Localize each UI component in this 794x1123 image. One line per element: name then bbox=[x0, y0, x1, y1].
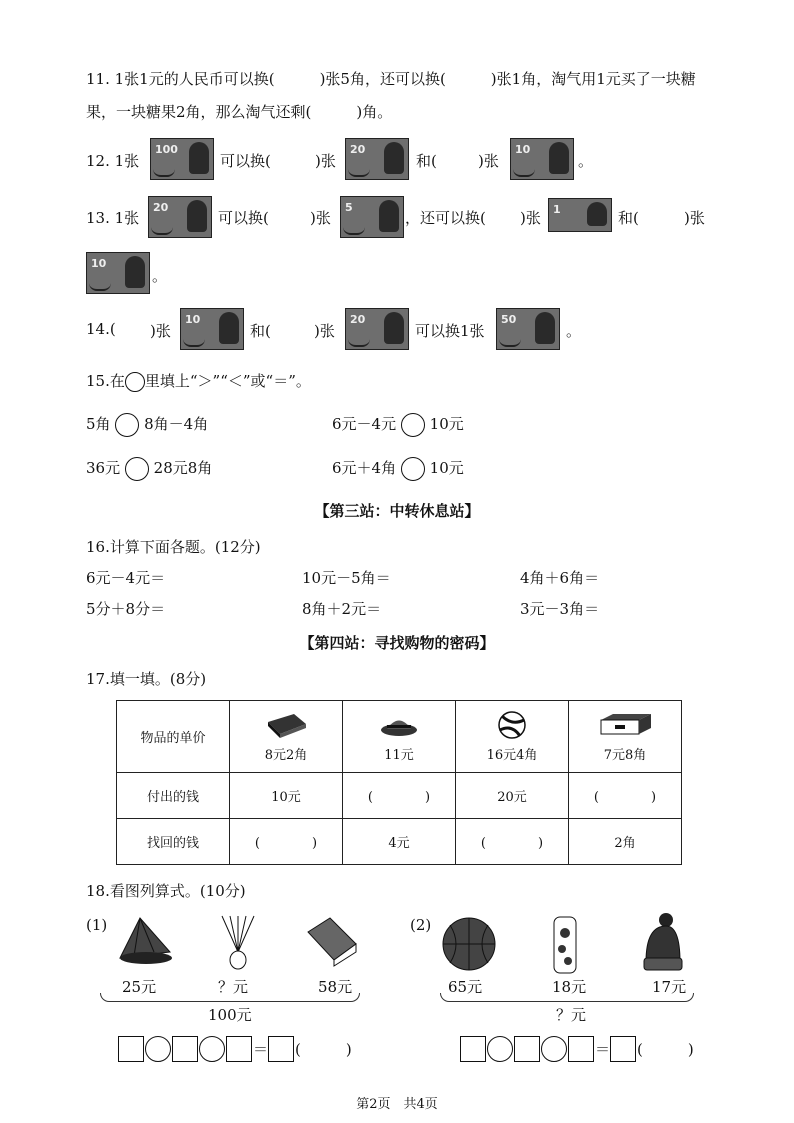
q16-item: 10元－5角＝ bbox=[302, 569, 391, 587]
change-cell[interactable]: ( ) bbox=[456, 819, 569, 865]
banknote-20-icon: 20 bbox=[345, 308, 409, 350]
q13-text-d: ，还可以换( bbox=[405, 209, 486, 227]
q11-line1: 11. 1张1元的人民币可以换( )张5角，还可以换( )张1角，淘气用1元买了一块糖 bbox=[86, 70, 696, 88]
item-price: 65元 bbox=[448, 978, 483, 996]
answer-circle[interactable] bbox=[115, 413, 139, 437]
q13-text-f: 和( bbox=[618, 209, 639, 227]
answer-circle[interactable] bbox=[145, 1036, 171, 1062]
change-cell: 2角 bbox=[569, 819, 682, 865]
q14-text-f: 。 bbox=[566, 322, 582, 340]
q13-text-c: )张 bbox=[310, 209, 331, 227]
price-label: 16元4角 bbox=[486, 748, 538, 763]
total-brace bbox=[100, 993, 360, 1002]
price-cell bbox=[343, 701, 456, 773]
station4-heading: 【第四站：寻找购物的密码】 bbox=[299, 634, 495, 652]
q13-text-g: )张 bbox=[684, 209, 705, 227]
q16-item: 8角＋2元＝ bbox=[302, 600, 382, 618]
q12-text-b: 可以换( bbox=[220, 152, 271, 170]
q15-row2-left: 36元 28元8角 bbox=[86, 457, 212, 481]
answer-box[interactable] bbox=[460, 1036, 486, 1062]
change-cell[interactable]: ( ) bbox=[230, 819, 343, 865]
banknote-20-icon: 20 bbox=[345, 138, 409, 180]
q16-item: 4角＋6角＝ bbox=[520, 569, 600, 587]
item-price: ？元 bbox=[218, 978, 249, 996]
q14-text-b: )张 bbox=[150, 322, 171, 340]
item-price: 18元 bbox=[552, 978, 587, 996]
q18-part2-equation: ＝ ( ) bbox=[460, 1036, 694, 1062]
q18-part1-equation: ＝ ( ) bbox=[118, 1036, 352, 1062]
change-cell: 4元 bbox=[343, 819, 456, 865]
cap-icon bbox=[114, 912, 174, 970]
row-label: 付出的钱 bbox=[117, 773, 230, 819]
eraser-icon bbox=[304, 912, 360, 968]
answer-box[interactable] bbox=[514, 1036, 540, 1062]
answer-circle[interactable] bbox=[401, 457, 425, 481]
q14-text-c: 和( bbox=[250, 322, 271, 340]
q18-title: 18.看图列算式。(10分) bbox=[86, 882, 246, 900]
q13-text-h: 。 bbox=[152, 267, 168, 285]
price-cell bbox=[456, 701, 569, 773]
winter-hat-icon bbox=[640, 912, 684, 974]
q16-title: 16.计算下面各题。(12分) bbox=[86, 538, 261, 556]
banknote-1-icon: 1 bbox=[548, 198, 612, 232]
q12-text-f: 。 bbox=[578, 152, 594, 170]
ball-icon bbox=[490, 710, 534, 740]
q15-row2-right: 6元＋4角 10元 bbox=[332, 457, 464, 481]
page-footer: 第2页 共4页 bbox=[356, 1097, 438, 1112]
price-cell bbox=[569, 701, 682, 773]
q13-text-a: 13. 1张 bbox=[86, 209, 140, 227]
banknote-10-icon: 10 bbox=[180, 308, 244, 350]
q16-item: 6元－4元＝ bbox=[86, 569, 166, 587]
answer-box[interactable] bbox=[268, 1036, 294, 1062]
item-price: 17元 bbox=[652, 978, 687, 996]
unit-paren: ( ) bbox=[295, 1040, 352, 1059]
row-label: 找回的钱 bbox=[117, 819, 230, 865]
basketball-icon bbox=[440, 915, 498, 973]
price-cell bbox=[230, 701, 343, 773]
answer-circle[interactable] bbox=[541, 1036, 567, 1062]
q12-text-a: 12. 1张 bbox=[86, 152, 140, 170]
q15-row1-right: 6元－4元 10元 bbox=[332, 413, 464, 437]
q18-part1-label: (1) bbox=[86, 916, 108, 934]
total-price: 100元 bbox=[208, 1006, 252, 1024]
item-price: 25元 bbox=[122, 978, 157, 996]
q15-row1-left: 5角 8角－4角 bbox=[86, 413, 208, 437]
station3-heading: 【第三站：中转休息站】 bbox=[314, 502, 480, 520]
answer-box[interactable] bbox=[568, 1036, 594, 1062]
q13-text-b: 可以换( bbox=[218, 209, 269, 227]
answer-circle[interactable] bbox=[487, 1036, 513, 1062]
hat-icon bbox=[377, 710, 421, 740]
paid-cell[interactable]: ( ) bbox=[343, 773, 456, 819]
paid-cell[interactable]: ( ) bbox=[569, 773, 682, 819]
q15-title: 15.在 里填上“＞”“＜”或“＝”。 bbox=[86, 372, 311, 390]
circle-icon bbox=[125, 372, 145, 392]
answer-box[interactable] bbox=[118, 1036, 144, 1062]
paid-cell: 20元 bbox=[456, 773, 569, 819]
q12-text-c: )张 bbox=[315, 152, 336, 170]
price-table bbox=[116, 700, 682, 865]
q17-title: 17.填一填。(8分) bbox=[86, 670, 207, 688]
paid-cell: 10元 bbox=[230, 773, 343, 819]
book-icon bbox=[264, 710, 308, 740]
pencil-case-icon bbox=[548, 915, 582, 975]
answer-circle[interactable] bbox=[125, 457, 149, 481]
q16-item: 5分＋8分＝ bbox=[86, 600, 166, 618]
total-brace bbox=[440, 993, 694, 1002]
pencil-box-icon bbox=[595, 710, 655, 740]
q11-line2: 果，一块糖果2角，那么淘气还剩( )角。 bbox=[86, 103, 393, 121]
answer-box[interactable] bbox=[610, 1036, 636, 1062]
answer-circle[interactable] bbox=[401, 413, 425, 437]
price-label: 11元 bbox=[384, 748, 414, 763]
price-label: 7元8角 bbox=[603, 748, 647, 763]
answer-box[interactable] bbox=[172, 1036, 198, 1062]
q12-text-e: )张 bbox=[478, 152, 499, 170]
row-label: 物品的单价 bbox=[117, 701, 230, 773]
unit-paren: ( ) bbox=[637, 1040, 694, 1059]
banknote-5-icon: 5 bbox=[340, 196, 404, 238]
total-price: ？元 bbox=[556, 1006, 587, 1024]
banknote-100-icon: 100 bbox=[150, 138, 214, 180]
q14-text-d: )张 bbox=[314, 322, 335, 340]
q16-item: 3元－3角＝ bbox=[520, 600, 600, 618]
banknote-20-icon: 20 bbox=[148, 196, 212, 238]
answer-box[interactable] bbox=[226, 1036, 252, 1062]
q14-text-a: 14.( bbox=[86, 320, 116, 338]
banknote-50-icon: 50 bbox=[496, 308, 560, 350]
banknote-10-icon: 10 bbox=[510, 138, 574, 180]
q13-text-e: )张 bbox=[520, 209, 541, 227]
shuttlecock-icon bbox=[218, 912, 258, 974]
q14-text-e: 可以换1张 bbox=[415, 322, 485, 340]
q18-part2-label: (2) bbox=[410, 916, 432, 934]
price-label: 8元2角 bbox=[264, 748, 308, 763]
answer-circle[interactable] bbox=[199, 1036, 225, 1062]
q12-text-d: 和( bbox=[416, 152, 437, 170]
item-price: 58元 bbox=[318, 978, 353, 996]
banknote-10-icon: 10 bbox=[86, 252, 150, 294]
